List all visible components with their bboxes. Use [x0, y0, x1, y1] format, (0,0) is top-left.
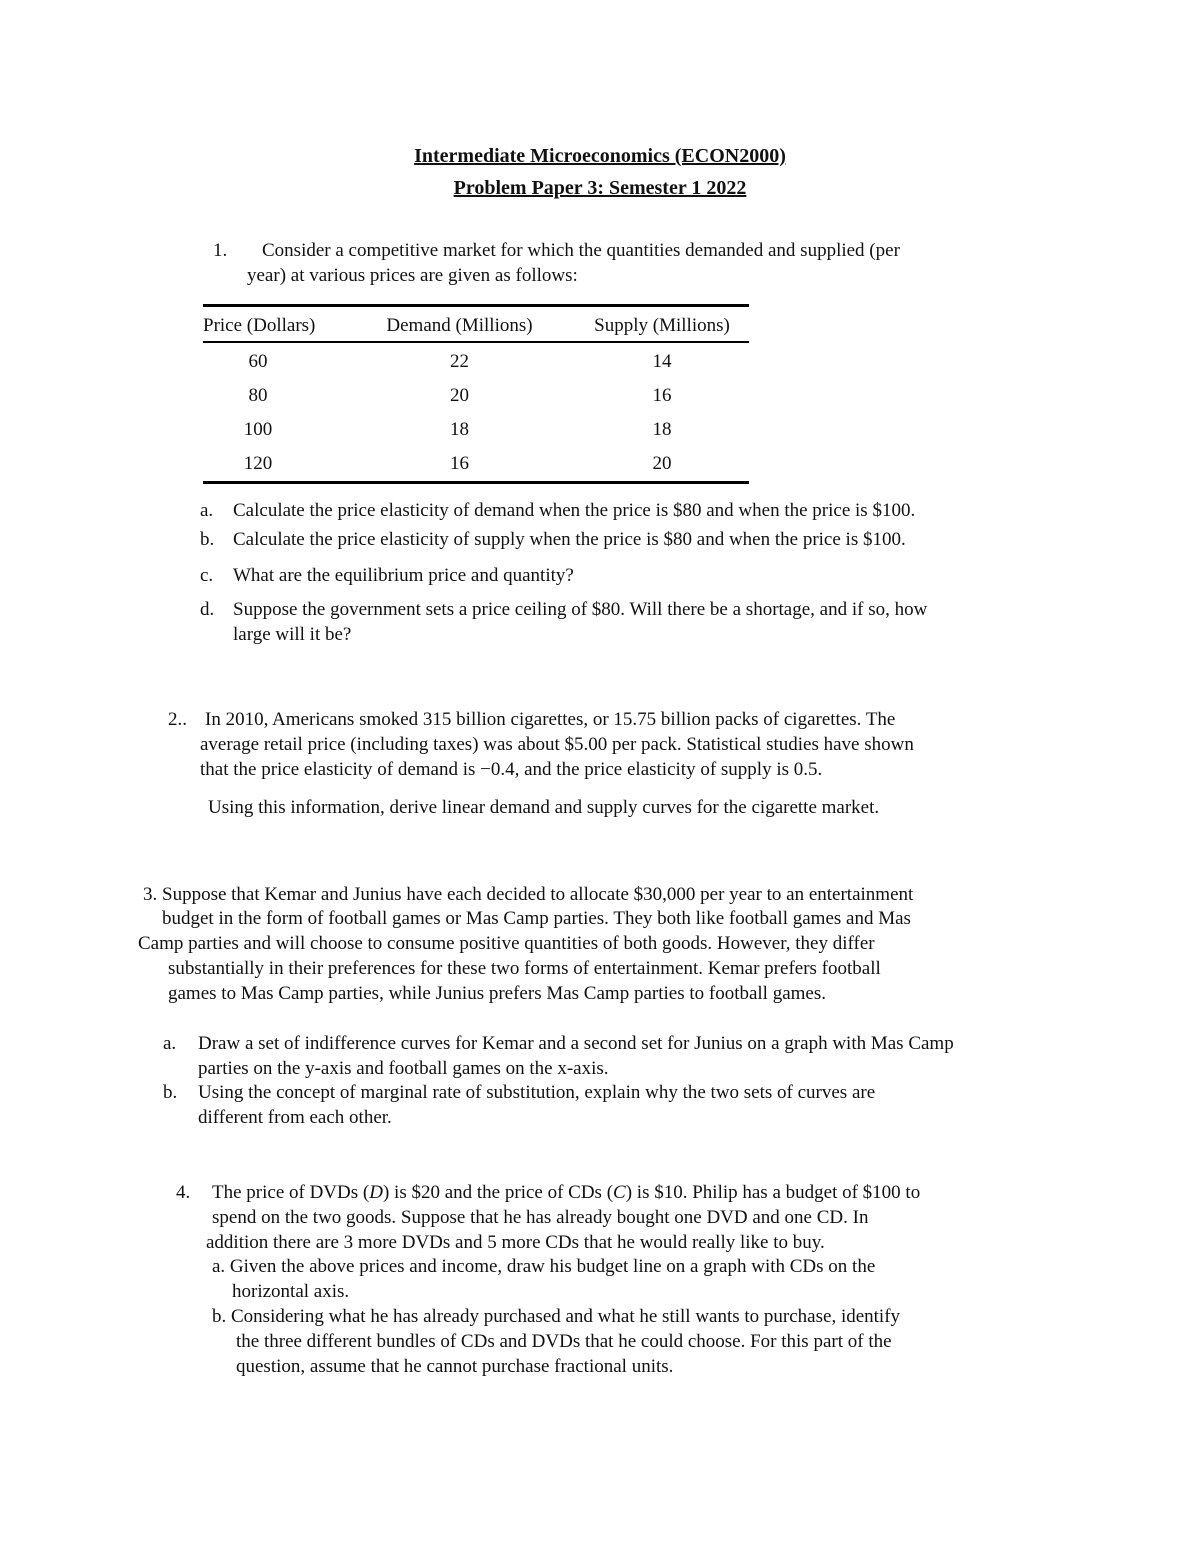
table-cell: 18 — [652, 419, 672, 440]
q3-part-b-text-line2: different from each other. — [198, 1107, 392, 1128]
q3-text-line4: substantially in their preferences for these two forms of entertainment. Kemar prefers football — [168, 958, 881, 979]
q2-number: 2.. — [168, 709, 187, 730]
q1-part-a-text: Calculate the price elasticity of demand when the price is $80 and when the price is $100. — [233, 500, 916, 521]
q1-part-a-label: a. — [200, 500, 214, 521]
q1-text-line2: year) at various prices are given as follows: — [247, 265, 578, 286]
document-subtitle: Problem Paper 3: Semester 1 2022 — [453, 177, 747, 199]
q1-part-b-label: b. — [200, 529, 215, 550]
table-cell: 22 — [450, 351, 469, 372]
table-header-supply: Supply (Millions) — [594, 315, 730, 336]
q4-part-a-line1: a. Given the above prices and income, draw his budget line on a graph with CDs on the — [212, 1256, 876, 1277]
q3-part-a-text-line1: Draw a set of indifference curves for Kemar and a second set for Junius on a graph with Mas Camp — [198, 1033, 954, 1054]
q1-part-d-label: d. — [200, 599, 215, 620]
q1-part-c-text: What are the equilibrium price and quantity? — [233, 565, 574, 586]
q4-text-line3: addition there are 3 more DVDs and 5 more CDs that he would really like to buy. — [206, 1232, 825, 1253]
table-cell: 100 — [243, 419, 273, 440]
q3-text-line2: budget in the form of football games or Mas Camp parties. They both like football games and Mas — [162, 908, 911, 929]
table-cell: 16 — [450, 453, 469, 474]
q1-part-b-text: Calculate the price elasticity of supply when the price is $80 and when the price is $100. — [233, 529, 906, 550]
table-header-demand: Demand (Millions) — [386, 315, 533, 336]
q1-part-d-text-line2: large will it be? — [233, 624, 352, 645]
q2-text-line4: Using this information, derive linear demand and supply curves for the cigarette market. — [208, 797, 880, 818]
q3-text-line5: games to Mas Camp parties, while Junius prefers Mas Camp parties to football games. — [168, 983, 827, 1004]
table-cell: 120 — [243, 453, 273, 474]
table-header-rule — [203, 341, 749, 343]
q1-number: 1. — [213, 240, 228, 261]
table-cell: 20 — [450, 385, 469, 406]
q4-part-b-line2: the three different bundles of CDs and DVDs that he could choose. For this part of the — [236, 1331, 892, 1352]
table-cell: 20 — [652, 453, 672, 474]
q2-text-line2: average retail price (including taxes) was about $5.00 per pack. Statistical studies have shown — [200, 734, 914, 755]
table-bottom-rule — [203, 481, 749, 484]
table-cell: 18 — [450, 419, 469, 440]
q1-part-c-label: c. — [200, 565, 214, 586]
q3-part-a-text-line2: parties on the y-axis and football games on the x-axis. — [198, 1058, 609, 1079]
table-top-rule — [203, 304, 749, 307]
q4-part-b-line3: question, assume that he cannot purchase fractional units. — [236, 1356, 674, 1377]
q4-text-line2: spend on the two goods. Suppose that he has already bought one DVD and one CD. In — [212, 1207, 869, 1228]
document-title: Intermediate Microeconomics (ECON2000) — [414, 145, 786, 167]
q1-text-line1: Consider a competitive market for which the quantities demanded and supplied (per — [262, 240, 900, 261]
q3-text-line3: Camp parties and will choose to consume positive quantities of both goods. However, they differ — [138, 933, 875, 954]
table-cell: 60 — [248, 351, 268, 372]
q3-part-b-text-line1: Using the concept of marginal rate of substitution, explain why the two sets of curves are — [198, 1082, 876, 1103]
table-header-price: Price (Dollars) — [203, 315, 316, 336]
table-cell: 16 — [652, 385, 672, 406]
q4-part-a-line2: horizontal axis. — [232, 1281, 350, 1302]
q3-part-b-label: b. — [163, 1082, 178, 1103]
table-cell: 80 — [248, 385, 268, 406]
q4-number: 4. — [176, 1182, 191, 1203]
q1-part-d-text-line1: Suppose the government sets a price ceiling of $80. Will there be a shortage, and if so, how — [233, 599, 928, 620]
q3-text-line1: 3. Suppose that Kemar and Junius have each decided to allocate $30,000 per year to an entertainment — [143, 884, 914, 905]
q3-part-a-label: a. — [163, 1033, 177, 1054]
q4-part-b-line1: b. Considering what he has already purchased and what he still wants to purchase, identify — [212, 1306, 901, 1327]
table-cell: 14 — [652, 351, 672, 372]
q2-text-line1: In 2010, Americans smoked 315 billion cigarettes, or 15.75 billion packs of cigarettes. The — [205, 709, 896, 730]
q4-text-line1: The price of DVDs (D) is $20 and the price of CDs (C) is $10. Philip has a budget of $100 to — [212, 1182, 921, 1203]
q2-text-line3: that the price elasticity of demand is −0.4, and the price elasticity of supply is 0.5. — [200, 759, 823, 780]
